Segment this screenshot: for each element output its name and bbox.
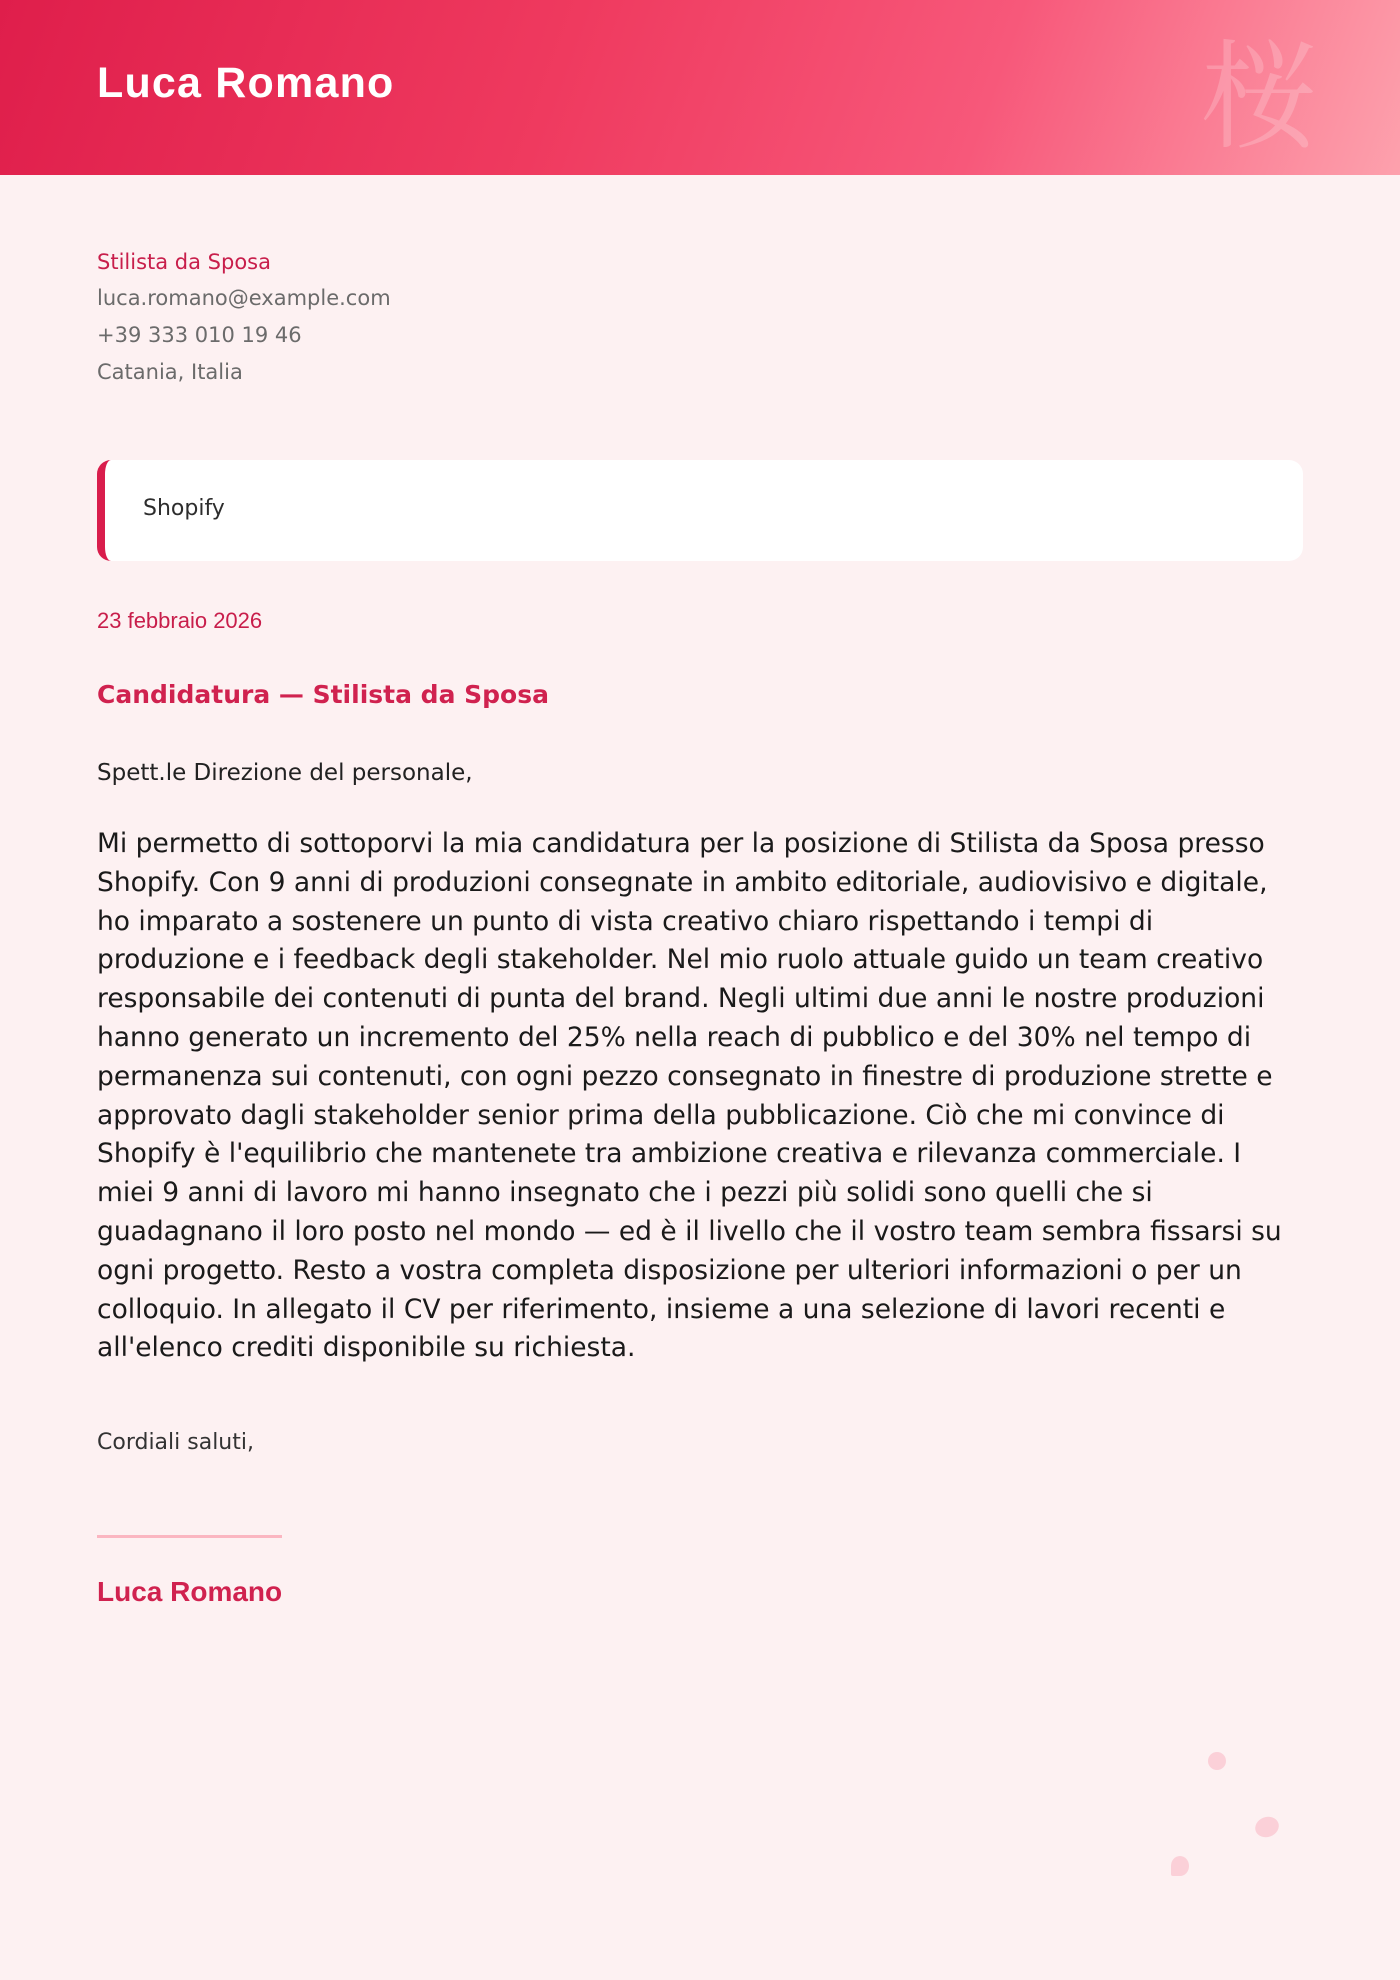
contact-role: Stilista da Sposa xyxy=(97,250,271,274)
letter-date: 23 febbraio 2026 xyxy=(97,608,263,633)
petal-icon xyxy=(1208,1752,1226,1770)
sakura-glyph-icon: 桜 xyxy=(1200,28,1319,166)
header-banner xyxy=(0,0,1400,175)
recipient-company: Shopify xyxy=(143,496,225,521)
letter-salutation: Spett.le Direzione del personale, xyxy=(97,760,473,786)
signature-divider xyxy=(97,1535,282,1538)
petal-icon xyxy=(1252,1813,1281,1840)
signature-name: Luca Romano xyxy=(97,1576,283,1607)
recipient-box xyxy=(97,460,1303,561)
contact-block xyxy=(97,252,391,399)
contact-location: Catania, Italia xyxy=(97,360,243,384)
letter-subject: Candidatura — Stilista da Sposa xyxy=(97,680,549,709)
contact-email: luca.romano@example.com xyxy=(97,286,391,310)
contact-phone: +39 333 010 19 46 xyxy=(97,323,302,347)
letter-closing: Cordiali saluti, xyxy=(97,1430,254,1455)
petal-icon xyxy=(1171,1856,1189,1876)
letter-body: Mi permetto di sottoporvi la mia candidatura per la posizione di Stilista da Sposa presso Shopify. Con 9 anni di produzioni consegnate in ambito editoriale, audiovisivo e digitale, ho imparato a sostenere un punto di vista creativo chiaro rispettando i tempi di produzione e i feedback degli stakeholder. Nel mio ruolo attuale guido un team creativo responsabile dei contenuti di punta del brand. Negli ultimi due anni le nostre produzioni hanno generato un incremento del 25% nella reach di pubblico e del 30% nel tempo di permanenza sui contenuti, con ogni pezzo consegnato in finestre di produzione strette e approvato dagli stakeholder senior prima della pubblicazione. Ciò che mi convince di Shopify è l'equilibrio che mantenete tra ambizione creativa e rilevanza commerciale. I miei 9 anni di lavoro mi hanno insegnato che i pezzi più solidi sono quelli che si guadagnano il loro posto nel mondo — ed è il livello che il vostro team sembra fissarsi su ogni progetto. Resto a vostra completa disposizione per ulteriori informazioni o per un colloquio. In allegato il CV per riferimento, insieme a una selezione di lavori recenti e all'elenco crediti disponibile su richiesta. xyxy=(97,828,1282,1364)
header-name: Luca Romano xyxy=(97,59,395,107)
